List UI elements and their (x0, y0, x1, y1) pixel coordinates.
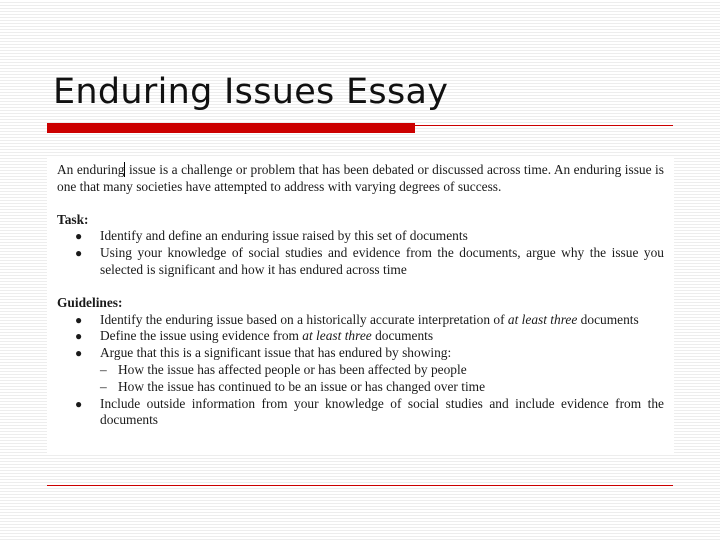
guidelines-list (57, 312, 664, 430)
bullet-icon: ● (75, 396, 83, 411)
list-item (57, 228, 664, 245)
list-item (57, 312, 664, 329)
bullet-icon: ● (75, 229, 83, 244)
bullet-icon: ● (75, 246, 83, 261)
list-item (57, 345, 664, 395)
document-image (47, 157, 674, 454)
title-underline-thick (47, 123, 415, 133)
list-item (57, 396, 664, 430)
list-item-text: Identify and define an enduring issue raised by this set of documents (100, 228, 468, 244)
intro-paragraph (57, 162, 664, 196)
guidelines-heading: Guidelines: (57, 294, 123, 310)
sub-list-item (57, 362, 664, 379)
intro-text-start: An enduring (57, 162, 125, 177)
list-item-text: Define the issue using evidence from (100, 328, 303, 344)
sub-list-item-text: How the issue has affected people or has been affected by people (118, 361, 467, 377)
task-list (57, 228, 664, 278)
bullet-icon: ● (75, 329, 83, 344)
list-item (57, 245, 664, 279)
footer-rule (47, 485, 673, 486)
dash-icon: – (100, 361, 107, 377)
sub-list-item-text: How the issue has continued to be an issue or has changed over time (118, 378, 486, 394)
bullet-icon: ● (75, 312, 83, 327)
emphasis-text: at least three (302, 328, 372, 344)
title-underline-thin (415, 125, 673, 126)
list-item-text: Include outside information from your knowledge of social studies and include evidence from the documents (100, 395, 664, 428)
list-item (57, 328, 664, 345)
list-item-text-tail: documents (577, 311, 639, 327)
sub-list (100, 362, 664, 396)
intro-text-rest: issue is a challenge or problem that has been debated or discussed across time. An enduring issue is one that many societies have attempted to address with varying degrees of success. (57, 162, 664, 194)
bullet-icon: ● (75, 346, 83, 361)
sub-list-item (57, 379, 664, 396)
task-heading: Task: (57, 211, 89, 227)
dash-icon: – (100, 378, 107, 394)
list-item-text-tail: documents (371, 328, 434, 344)
list-item-text: Using your knowledge of social studies and evidence from the documents, argue why the issue you selected is significant and how it has endured across time (100, 245, 664, 277)
list-item-text: Argue that this is a significant issue that has endured by showing: (100, 345, 452, 361)
emphasis-text: at least three (507, 311, 578, 327)
list-item-text: Identify the enduring issue based on a historically accurate interpretation of (100, 311, 508, 327)
slide-title: Enduring Issues Essay (53, 72, 449, 112)
